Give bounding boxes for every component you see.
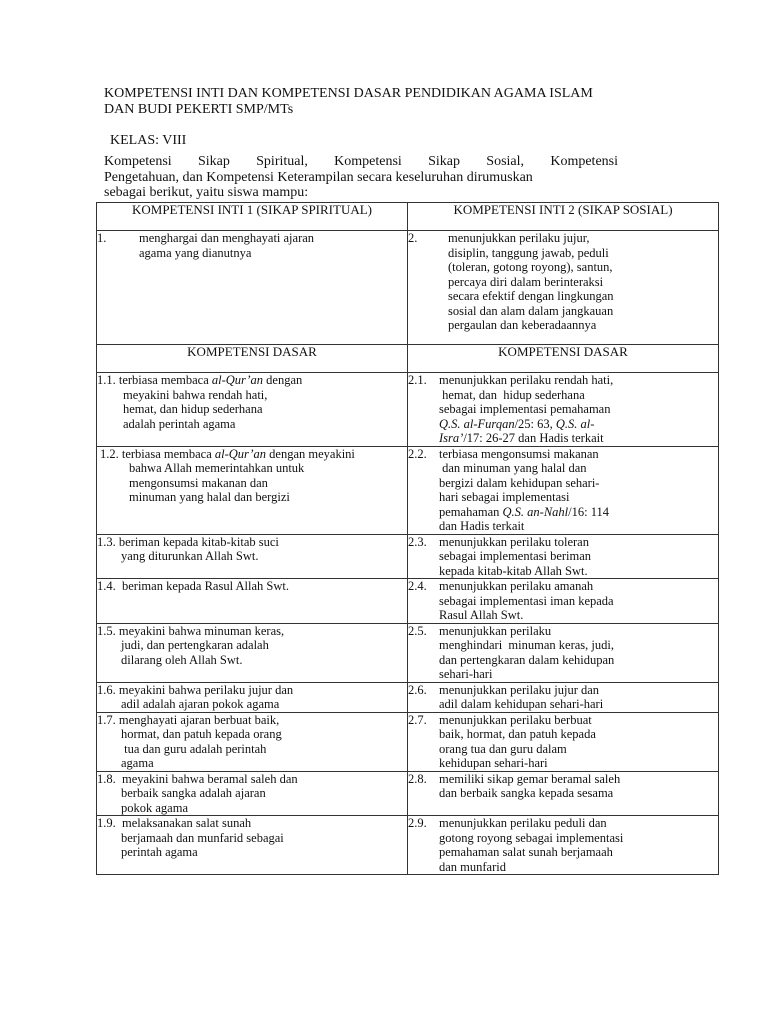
kd-row xyxy=(97,682,719,712)
kd-left-line xyxy=(97,417,407,432)
kd-left-text: pokok agama xyxy=(121,800,188,815)
kelas-label: KELAS: VIII xyxy=(110,133,187,148)
kd-left-line xyxy=(97,786,407,801)
ki2-line: menunjukkan perilaku jujur, xyxy=(448,231,590,245)
kd-left-number: 1.4. xyxy=(97,579,116,593)
kd-right-line: gotong royong sebagai implementasi xyxy=(439,830,624,845)
kd-left-line xyxy=(97,402,407,417)
kd-left-text: beriman kepada kitab-kitab suci xyxy=(118,534,279,549)
kd-row xyxy=(97,446,719,534)
kd-row xyxy=(97,712,719,771)
kd-right-line: sebagai implementasi pemahaman xyxy=(439,402,611,416)
kd-row xyxy=(97,579,719,624)
kd-left-cell xyxy=(97,373,408,447)
intro-paragraph xyxy=(104,154,618,201)
kd-left-number: 1.1. xyxy=(97,373,116,387)
kd-left-line xyxy=(97,624,407,639)
kd-left-text: berbaik sangka adalah ajaran xyxy=(121,786,266,800)
kd-left-line xyxy=(97,816,407,831)
intro-line-1: Kompetensi Sikap Spiritual, Kompetensi Sikap Sosial, Kompetensi xyxy=(104,154,618,169)
kd-right-item xyxy=(408,535,718,579)
kd-left-text: melaksanakan salat sunah xyxy=(118,816,252,830)
kd-right-text xyxy=(439,535,718,579)
kd-left-text: judi, dan pertengkaran adalah xyxy=(121,638,269,652)
kd-right-line: dan pertengkaran dalam kehidupan xyxy=(439,652,615,667)
kd-left-item xyxy=(97,816,407,860)
ki2-header: KOMPETENSI INTI 2 (SIKAP SOSIAL) xyxy=(408,203,719,231)
kd-left-line xyxy=(97,579,407,594)
kd-left-text: meyakini bahwa rendah hati, xyxy=(123,387,268,402)
kd-left-line xyxy=(97,683,407,698)
kd-right-line: memiliki sikap gemar beramal saleh xyxy=(439,771,621,786)
kd-right-line: menunjukkan perilaku berbuat xyxy=(439,712,592,727)
kd-left-line xyxy=(97,727,407,742)
kd-right-line: Rasul Allah Swt. xyxy=(439,608,524,622)
kd-left-text: terbiasa membaca al-Qur’an dengan meyakini xyxy=(121,446,355,461)
kd-left-line xyxy=(97,713,407,728)
kd-left-item xyxy=(97,683,407,712)
kd-left-line xyxy=(100,461,407,476)
kd-right-number: 2.8. xyxy=(408,771,427,786)
kd-right-cell xyxy=(408,712,719,771)
kd-right-cell xyxy=(408,771,719,816)
kd-right-number: 2.5. xyxy=(408,623,427,638)
kd-right-line: kepada kitab-kitab Allah Swt. xyxy=(439,563,588,578)
kd-right-cell xyxy=(408,534,719,579)
kd-right-number: 2.4. xyxy=(408,579,427,593)
kd-right-line: hari sebagai implementasi xyxy=(439,490,570,504)
kd-right-line: menunjukkan perilaku peduli dan xyxy=(439,816,607,830)
kd-left-line xyxy=(97,801,407,816)
ki1-cell xyxy=(97,231,408,345)
ki1-line: agama yang dianutnya xyxy=(139,245,252,260)
kd-right-text xyxy=(439,713,718,771)
kd-right-number: 2.2. xyxy=(408,446,427,461)
kd-left-item xyxy=(100,447,407,505)
kd-right-cell xyxy=(408,373,719,447)
kd-left-line xyxy=(100,476,407,491)
kd-left-text: adil adalah ajaran pokok agama xyxy=(121,697,280,711)
kd-left-item xyxy=(97,772,407,816)
kd-right-cell xyxy=(408,579,719,624)
kd-left-number: 1.5. xyxy=(97,623,116,638)
kd-right-line: sebagai implementasi beriman xyxy=(439,549,592,563)
kd-right-cell xyxy=(408,816,719,875)
kd-right-line: bergizi dalam kehidupan sehari- xyxy=(439,475,600,490)
kd-header-left: KOMPETENSI DASAR xyxy=(97,345,408,373)
kd-right-item xyxy=(408,447,718,534)
kd-left-line xyxy=(97,831,407,846)
kd-right-number: 2.7. xyxy=(408,712,427,727)
kd-left-cell xyxy=(97,816,408,875)
ki1-text xyxy=(139,231,407,260)
kd-right-line: pemahaman Q.S. an-Nahl/16: 114 xyxy=(439,504,609,519)
kd-left-text: beriman kepada Rasul Allah Swt. xyxy=(118,579,289,593)
kd-left-text: tua dan guru adalah perintah xyxy=(121,741,267,756)
kd-left-text: yang diturunkan Allah Swt. xyxy=(121,549,259,563)
kd-left-line xyxy=(97,535,407,550)
kd-right-line: baik, hormat, dan patuh kepada xyxy=(439,727,596,741)
kd-right-cell xyxy=(408,623,719,682)
ki1-header: KOMPETENSI INTI 1 (SIKAP SPIRITUAL) xyxy=(97,203,408,231)
kd-left-line xyxy=(97,388,407,403)
kd-right-line: hemat, dan hidup sederhana xyxy=(439,387,585,402)
kd-right-line: Q.S. al-Furqan/25: 63, Q.S. al- xyxy=(439,416,595,431)
kd-left-number: 1.8. xyxy=(97,771,116,786)
kd-row xyxy=(97,534,719,579)
kd-right-line: menunjukkan perilaku rendah hati, xyxy=(439,373,614,387)
kd-row xyxy=(97,373,719,447)
kd-right-number: 2.3. xyxy=(408,534,427,549)
kd-right-number: 2.1. xyxy=(408,373,427,387)
kd-right-line: kehidupan sehari-hari xyxy=(439,756,548,770)
ki2-line: disiplin, tanggung jawab, peduli xyxy=(448,245,609,260)
kd-right-item xyxy=(408,579,718,623)
title-line-2: DAN BUDI PEKERTI SMP/MTs xyxy=(104,102,294,117)
kd-left-number: 1.7. xyxy=(97,712,116,727)
kd-right-line: orang tua dan guru dalam xyxy=(439,741,567,756)
kompetensi-table xyxy=(96,202,719,875)
kd-left-text: hemat, dan hidup sederhana xyxy=(123,402,263,416)
kd-left-cell xyxy=(97,623,408,682)
kd-right-line: menghindari minuman keras, judi, xyxy=(439,638,614,652)
kd-left-text: bahwa Allah memerintahkan untuk xyxy=(129,461,305,475)
kd-left-text: menghayati ajaran berbuat baik, xyxy=(118,712,280,727)
kd-left-line xyxy=(97,549,407,564)
kd-left-line xyxy=(97,772,407,787)
kd-left-line xyxy=(100,447,407,462)
kd-left-text: berjamaah dan munfarid sebagai xyxy=(121,830,284,845)
ki2-number: 2. xyxy=(408,231,418,245)
kd-left-text: agama xyxy=(121,756,154,770)
kd-right-line: dan berbaik sangka kepada sesama xyxy=(439,786,614,800)
ki2-cell xyxy=(408,231,719,345)
ki1-line: menghargai dan menghayati ajaran xyxy=(139,231,315,245)
kd-left-line xyxy=(97,756,407,771)
kd-right-number: 2.9. xyxy=(408,816,427,830)
ki2-line: pergaulan dan keberadaannya xyxy=(448,318,597,332)
kd-left-cell xyxy=(97,682,408,712)
ki1-number: 1. xyxy=(97,231,107,245)
intro-line-3: sebagai berikut, yaitu siswa mampu: xyxy=(104,185,309,200)
kd-right-line: menunjukkan perilaku jujur dan xyxy=(439,682,600,697)
ki2-line: secara efektif dengan lingkungan xyxy=(448,289,614,303)
kd-left-line xyxy=(97,845,407,860)
kd-left-number: 1.9. xyxy=(97,816,116,830)
ki2-line: sosial dan alam dalam jangkauan xyxy=(448,303,614,318)
kd-right-line: pemahaman salat sunah berjamaah xyxy=(439,845,613,859)
kd-right-line: sehari-hari xyxy=(439,667,493,681)
kd-right-item xyxy=(408,683,718,712)
kd-right-text xyxy=(439,579,718,623)
kd-left-text: minuman yang halal dan bergizi xyxy=(129,490,290,504)
kd-left-number: 1.3. xyxy=(97,534,116,549)
kd-left-line xyxy=(97,653,407,668)
ki-header-row xyxy=(97,203,719,231)
kd-right-line: dan Hadis terkait xyxy=(439,519,525,533)
kd-right-text xyxy=(439,772,718,801)
kd-right-item xyxy=(408,816,718,874)
kd-right-text xyxy=(439,624,718,682)
kd-left-item xyxy=(97,373,407,431)
kd-right-line: dan munfarid xyxy=(439,859,506,874)
kd-left-number: 1.6. xyxy=(97,682,116,697)
kd-right-item xyxy=(408,772,718,801)
kd-left-cell xyxy=(97,712,408,771)
kd-right-text xyxy=(439,683,718,712)
kd-right-line: menunjukkan perilaku xyxy=(439,623,552,638)
kd-left-text: dilarang oleh Allah Swt. xyxy=(121,652,243,667)
kd-left-item xyxy=(97,624,407,668)
intro-line-2: Pengetahuan, dan Kompetensi Keterampilan secara keseluruhan dirumuskan xyxy=(104,169,533,185)
kd-right-line: sebagai implementasi iman kepada xyxy=(439,593,614,608)
ki2-line: (toleran, gotong royong), santun, xyxy=(448,260,613,274)
kd-row xyxy=(97,623,719,682)
kd-left-text: hormat, dan patuh kepada orang xyxy=(121,727,282,741)
kd-right-line: menunjukkan perilaku toleran xyxy=(439,534,589,549)
kd-left-text: adalah perintah agama xyxy=(123,416,236,431)
kd-right-cell xyxy=(408,682,719,712)
kd-right-text xyxy=(439,447,718,534)
kd-right-line: Isra’/17: 26-27 dan Hadis terkait xyxy=(439,431,604,445)
kd-left-text: meyakini bahwa perilaku jujur dan xyxy=(118,682,294,697)
kd-left-cell xyxy=(97,579,408,624)
kd-row xyxy=(97,771,719,816)
kd-left-line xyxy=(97,638,407,653)
kd-right-line: terbiasa mengonsumsi makanan xyxy=(439,446,599,461)
kd-left-item xyxy=(97,535,407,564)
kd-left-item xyxy=(97,579,407,594)
kd-right-line: adil dalam kehidupan sehari-hari xyxy=(439,697,604,711)
title-line-1: KOMPETENSI INTI DAN KOMPETENSI DASAR PENDIDIKAN AGAMA ISLAM xyxy=(104,86,593,101)
kd-left-text: terbiasa membaca al-Qur’an dengan xyxy=(118,373,303,387)
kd-left-text: meyakini bahwa beramal saleh dan xyxy=(118,771,298,786)
kd-header-row xyxy=(97,345,719,373)
document-title xyxy=(104,86,704,118)
kd-left-cell xyxy=(97,446,408,534)
kd-left-cell xyxy=(97,534,408,579)
kd-left-text: mengonsumsi makanan dan xyxy=(129,475,268,490)
ki2-line: percaya diri dalam berinteraksi xyxy=(448,274,604,289)
kd-right-item xyxy=(408,373,718,446)
kd-right-number: 2.6. xyxy=(408,682,427,697)
kd-left-cell xyxy=(97,771,408,816)
kd-left-number: 1.2. xyxy=(100,446,119,461)
kd-left-text: meyakini bahwa minuman keras, xyxy=(118,623,285,638)
kd-left-line xyxy=(97,373,407,388)
kd-right-item xyxy=(408,624,718,682)
kd-left-line xyxy=(97,742,407,757)
kd-right-line: menunjukkan perilaku amanah xyxy=(439,579,594,593)
kd-right-item xyxy=(408,713,718,771)
kd-right-cell xyxy=(408,446,719,534)
kd-left-text: perintah agama xyxy=(121,845,198,859)
kd-row xyxy=(97,816,719,875)
ki-content-row xyxy=(97,231,719,345)
kd-left-line xyxy=(97,697,407,712)
kd-right-line: dan minuman yang halal dan xyxy=(439,461,587,475)
kd-header-right: KOMPETENSI DASAR xyxy=(408,345,719,373)
kd-left-line xyxy=(100,490,407,505)
kd-right-text xyxy=(439,373,718,446)
kd-left-item xyxy=(97,713,407,771)
ki2-text xyxy=(448,231,718,333)
kd-right-text xyxy=(439,816,718,874)
